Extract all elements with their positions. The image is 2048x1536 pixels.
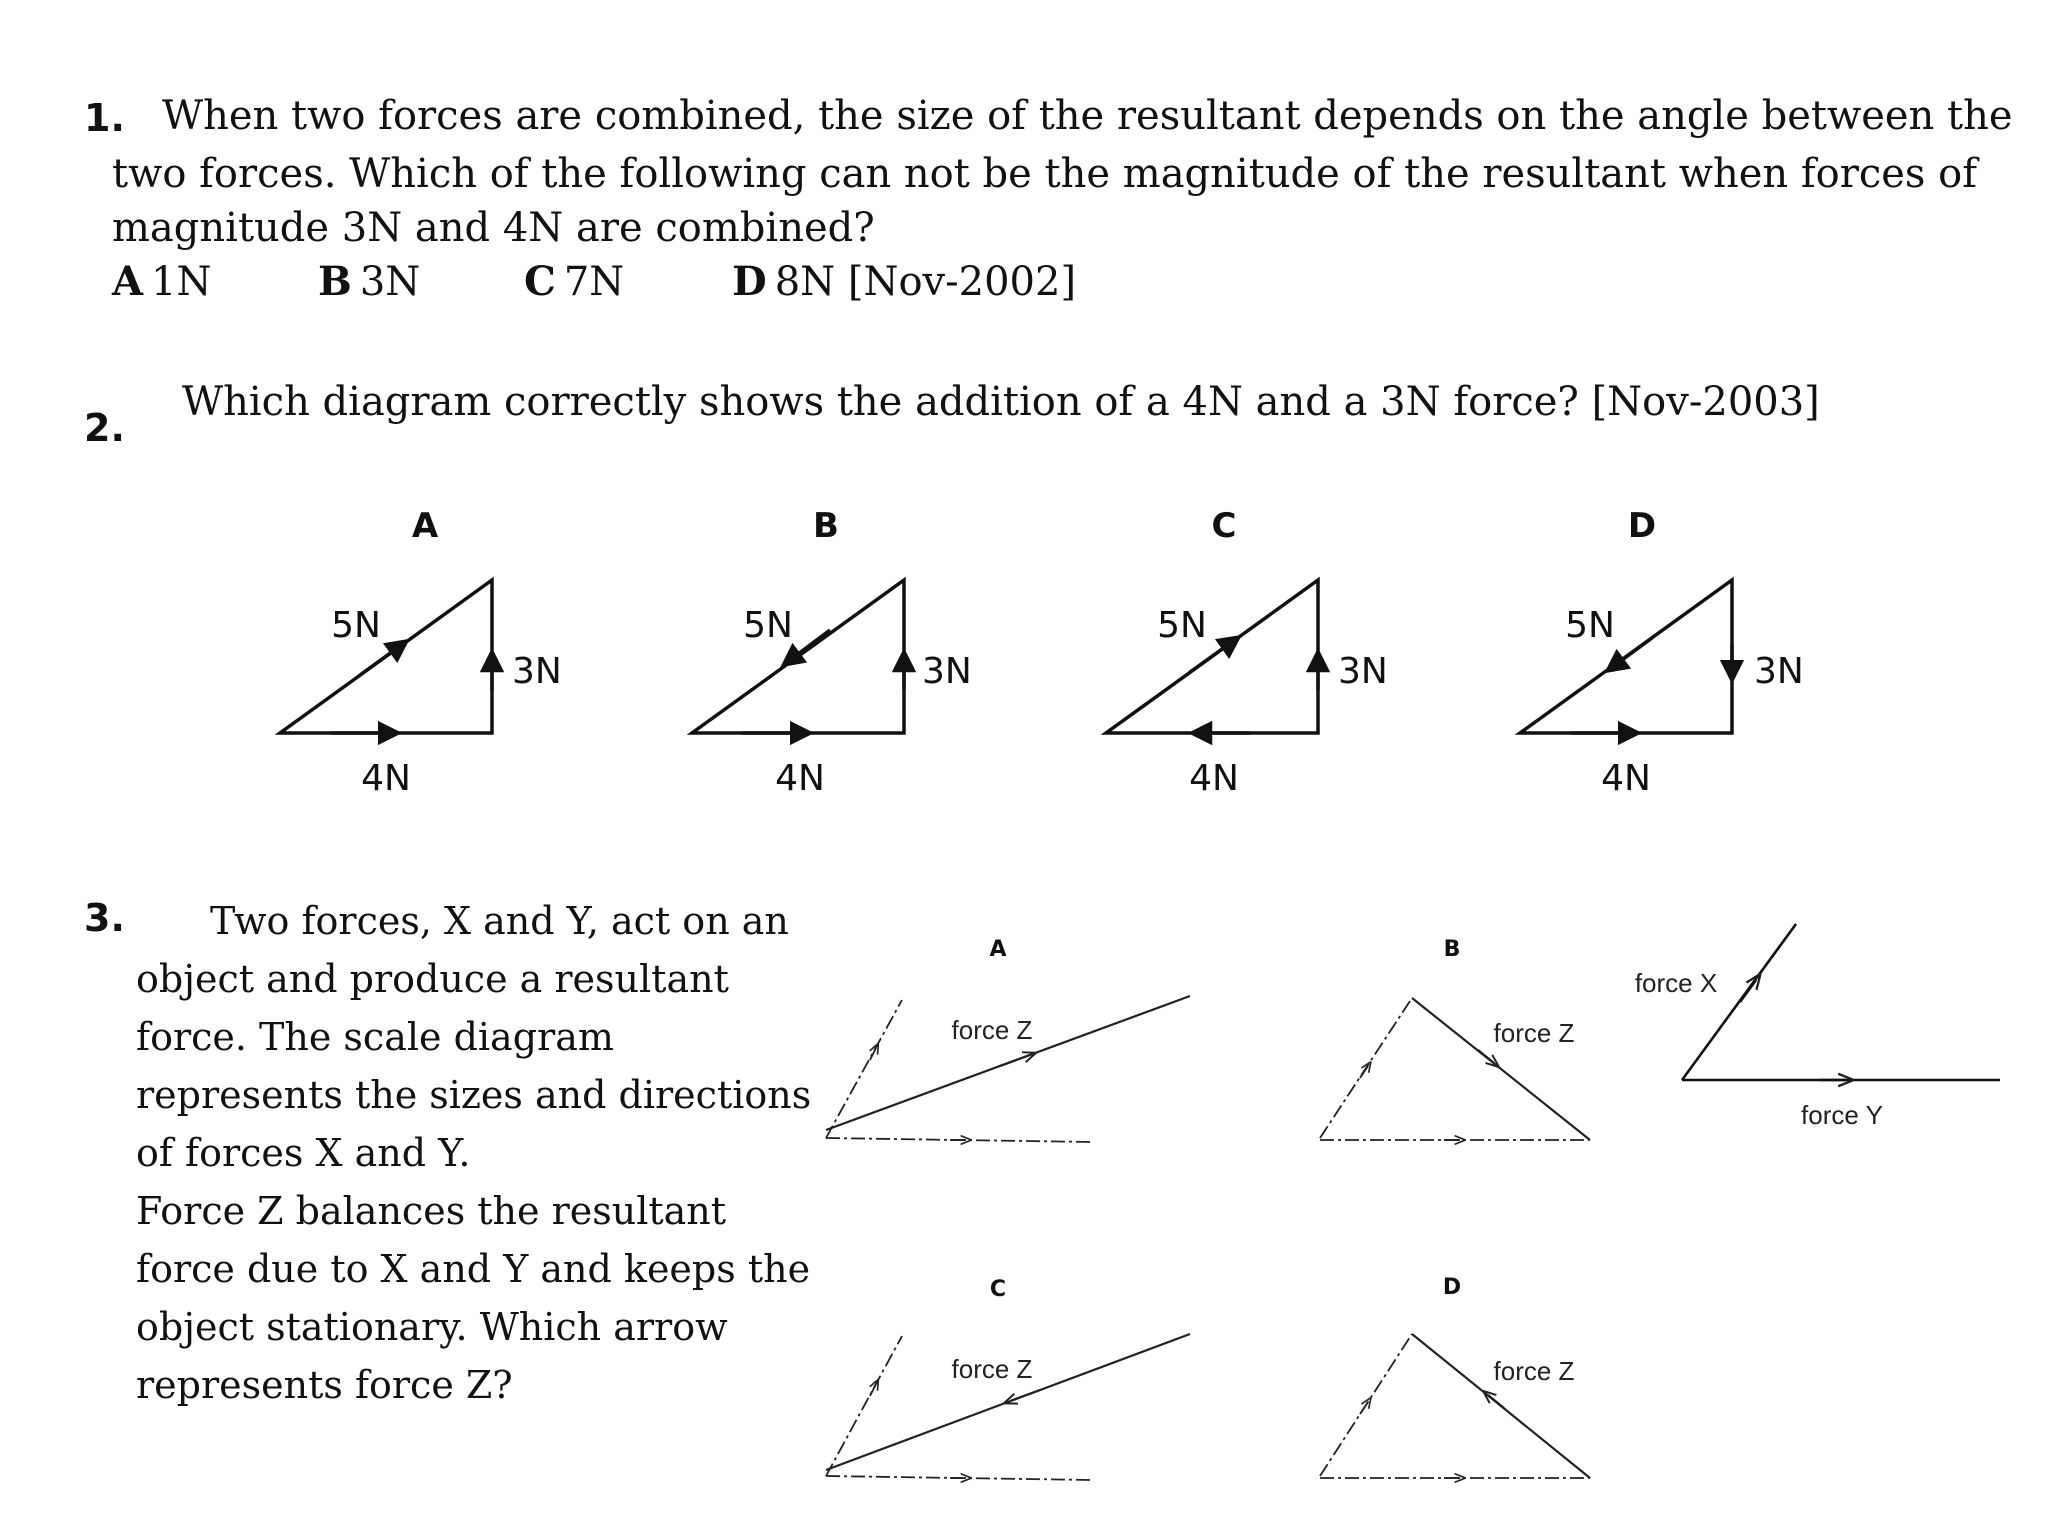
q3-line-2: object and produce a resultant bbox=[136, 957, 729, 1001]
q1-option-b-letter: B bbox=[318, 258, 352, 305]
q3-option-d-letter: D bbox=[1442, 1275, 1462, 1300]
q2-diagram-b-hyp: 5N bbox=[743, 605, 793, 646]
q3-line-1: Two forces, X and Y, act on an bbox=[210, 899, 789, 943]
q2-diagram-d-base: 4N bbox=[1601, 758, 1651, 799]
q3-option-a-letter: A bbox=[989, 937, 1007, 962]
q1-number: 1. bbox=[84, 96, 125, 140]
q2-number: 2. bbox=[84, 406, 125, 450]
q2-diagram-b bbox=[692, 580, 904, 733]
q2-diagram-a-base: 4N bbox=[361, 758, 411, 799]
q3-option-a-force-z: force Z bbox=[951, 1015, 1033, 1045]
q3-force-x-label: force X bbox=[1634, 968, 1718, 998]
q3-number: 3. bbox=[84, 896, 125, 940]
q3-option-c-force-z: force Z bbox=[951, 1354, 1033, 1384]
q3-line-6: Force Z balances the resultant bbox=[136, 1189, 727, 1233]
q3-line-3: force. The scale diagram bbox=[136, 1015, 614, 1059]
q2-diagram-d-letter: D bbox=[1627, 506, 1657, 546]
q3-line-5: of forces X and Y. bbox=[136, 1131, 471, 1175]
q2-diagram-a-vert: 3N bbox=[512, 651, 562, 692]
q2-diagram-d-hyp: 5N bbox=[1565, 605, 1615, 646]
q2-diagram-c-letter: C bbox=[1211, 506, 1237, 546]
q1-line-1: When two forces are combined, the size of the resultant depends on the angle between the bbox=[162, 93, 2013, 139]
q1-option-d-value: 8N [Nov-2002] bbox=[774, 259, 1077, 305]
q1-option-a-letter: A bbox=[112, 258, 144, 305]
q2-diagram-b-letter: B bbox=[813, 506, 839, 546]
q1-option-a-value: 1N bbox=[151, 259, 212, 305]
q3-line-8: object stationary. Which arrow bbox=[136, 1305, 728, 1349]
q2-diagram-a-letter: A bbox=[411, 506, 439, 546]
q3-option-b-letter: B bbox=[1443, 937, 1461, 962]
q2-diagram-c-hyp: 5N bbox=[1157, 605, 1207, 646]
q3-line-4: represents the sizes and directions bbox=[136, 1073, 812, 1117]
q1-option-b-value: 3N bbox=[359, 259, 421, 305]
q3-force-y-label: force Y bbox=[1801, 1100, 1883, 1130]
q1-option-c-value: 7N bbox=[563, 259, 625, 305]
q3-option-d-force-z: force Z bbox=[1493, 1356, 1575, 1386]
q2-diagram-a-hyp: 5N bbox=[331, 605, 381, 646]
q2-diagram-c-base: 4N bbox=[1189, 758, 1239, 799]
q2-text: Which diagram correctly shows the addition of a 4N and a 3N force? [Nov-2003] bbox=[182, 379, 1820, 425]
q2-diagram-b-base: 4N bbox=[775, 758, 825, 799]
q1-option-d-letter: D bbox=[732, 258, 767, 305]
q3-forces-xy-diagram bbox=[1682, 924, 2000, 1080]
q3-option-c-letter: C bbox=[989, 1277, 1007, 1302]
q3-line-7: force due to X and Y and keeps the bbox=[136, 1247, 811, 1291]
q2-diagram-b-vert: 3N bbox=[922, 651, 972, 692]
q2-diagram-c bbox=[1106, 580, 1318, 733]
q2-diagram-c-vert: 3N bbox=[1338, 651, 1388, 692]
q2-diagram-d-vert: 3N bbox=[1754, 651, 1804, 692]
q1-option-c-letter: C bbox=[524, 258, 556, 305]
q3-option-b-force-z: force Z bbox=[1493, 1018, 1575, 1048]
q2-diagram-d bbox=[1520, 580, 1732, 733]
q1-line-3: magnitude 3N and 4N are combined? bbox=[112, 205, 875, 251]
q1-line-2: two forces. Which of the following can not be the magnitude of the resultant when forces of bbox=[112, 151, 1978, 197]
q3-line-9: represents force Z? bbox=[136, 1363, 513, 1407]
q2-diagram-a bbox=[280, 580, 492, 733]
